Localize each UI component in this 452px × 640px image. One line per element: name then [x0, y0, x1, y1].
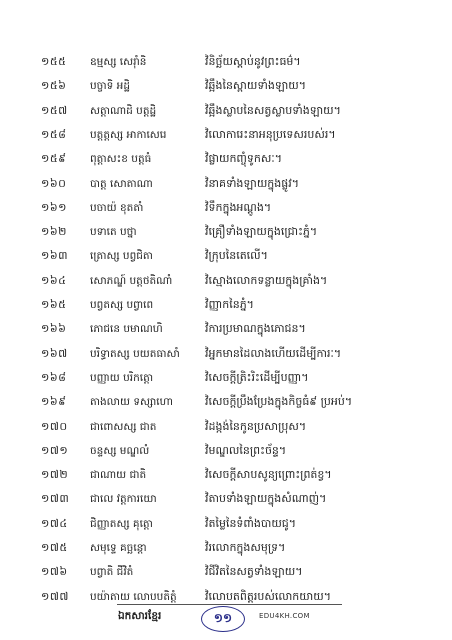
page-number: ១១ [213, 611, 233, 625]
entry-number: ១៦៨ [41, 370, 67, 384]
entry-khmer: វិការប្រមាណក្នុងភោជន។ [205, 322, 306, 336]
entry-pali: ជិញ្ញាតស្ស គុត្តោ [90, 517, 153, 530]
entry-number: ១៦២ [41, 225, 67, 239]
entry-number: ១៥៨ [41, 127, 67, 141]
entry-row [0, 101, 452, 121]
entry-number: ១៧៧ [41, 589, 69, 603]
entry-row [0, 125, 452, 145]
entry-row [0, 295, 452, 315]
entry-pali: ចន្ទស្ស មណ្ឌលំ [90, 444, 150, 457]
entry-pali: បចាយ៉ ខុតតាំ [90, 201, 144, 214]
footer-title: ឯកសារខ្មែរ [118, 610, 162, 622]
entry-pali: បរិទ្ធាតស្ស បយតធាសាំ [90, 347, 180, 360]
entry-khmer: វិនិច្ឆ័យស្ដាប់នូវព្រះធម៌។ [205, 55, 301, 68]
entry-khmer: វិនាគទាំងឡាយក្នុងផ្លូវ។ [205, 176, 299, 190]
entry-row [0, 489, 452, 509]
entry-row [0, 271, 452, 291]
entry-number: ១៦៧ [41, 346, 68, 360]
entry-row [0, 319, 452, 339]
entry-number: ១៧៤ [41, 516, 68, 530]
entry-pali: បព្វាតិ ជីវិតំ [90, 566, 134, 579]
entry-pali: តាងលាយ ទស្សាហោ [90, 396, 173, 409]
entry-row [0, 222, 452, 242]
site-url: EDU4KH.COM [259, 612, 310, 620]
entry-row [0, 538, 452, 558]
entry-row [0, 174, 452, 194]
entry-pali: ជាលេ វត្តការយោ [90, 493, 157, 506]
entry-number: ១៦៥ [41, 298, 67, 311]
entry-pali: សមុទ្ទេ គច្ឆន្តោ [90, 542, 147, 554]
entry-khmer: វិលោបតពិត្ដរបស់លោកយាយ។ [205, 589, 331, 603]
entry-khmer: វិសេចក្ដីសាបសូន្យព្រោះព្រត់ខ្វ។ [205, 468, 332, 482]
entry-pali: បទាតេ បថ្នា [90, 226, 137, 239]
entry-row [0, 149, 452, 169]
entry-number: ១៧៣ [41, 492, 70, 506]
entry-number: ១៦៦ [41, 322, 67, 336]
entry-pali: បច្ចាទិ អដ្ឋិ [90, 80, 130, 93]
entry-row [0, 368, 452, 388]
entry-khmer: វិតាបទាំងឡាយក្នុងសំណាញ់។ [205, 492, 327, 506]
entry-row [0, 198, 452, 218]
entry-number: ១៧២ [41, 468, 69, 482]
entry-khmer: វិរលេាកក្នុងសមុទ្រ។ [205, 541, 286, 554]
entry-number: ១៦៣ [41, 249, 69, 263]
entry-khmer: វិលោការេះនាអនុប្រទេសរបស់រ។ [205, 127, 336, 141]
entry-pali: បព្វតស្ស បព្វាពេ [90, 299, 154, 311]
entry-pali: ពុត្តាសះខ បត្តធំ [90, 153, 152, 166]
entry-row [0, 246, 452, 266]
entry-khmer: វិឆ្អឹងស្លាបនៃសត្វស្លាបទាំងឡាយ។ [205, 103, 341, 117]
entry-pali: បយ៉ាតាយ លោបបតិត្តំ [90, 590, 177, 603]
entry-number: ១៧១ [41, 443, 69, 457]
entry-pali: សោភណ្ឌ៍ បត្តថតិណាំ [90, 274, 173, 287]
entry-row [0, 392, 452, 412]
page-number-oval [201, 606, 245, 632]
footer-divider [117, 604, 342, 605]
entry-pali: សត្តាណាដិ បត្តដ្ឋិ [90, 104, 157, 117]
entry-khmer: វិគ្រឿទាំងឡាយក្នុងជ្រោះភ្នំ។ [205, 225, 318, 239]
entry-pali: បាត្ត សោតាណា [90, 177, 153, 190]
entry-khmer: វិតម្លៃនៃទំពាំងបាយជូ។ [205, 516, 297, 530]
entry-khmer: វិញ្ញាកនៃភ្នំ។ [205, 298, 254, 311]
entry-pali: ជាណាយ ជាតិ [90, 469, 147, 482]
entry-pali: ជាពោសស្ស ជាត [90, 420, 157, 433]
entry-khmer: វិទឹកក្នុងអណ្ដូង។ [205, 200, 272, 214]
entry-number: ១៧៥ [41, 541, 68, 554]
entry-number: ១៥៦ [41, 79, 67, 93]
entry-row [0, 52, 452, 72]
entry-pali: ត្រោស្ស បព្វជិតា [90, 250, 153, 263]
entry-number: ១៦០ [41, 176, 67, 190]
entry-row [0, 344, 452, 364]
entry-khmer: វិជីវិតនៃសត្វទាំងឡាយ។ [205, 565, 303, 579]
entry-number: ១៧៦ [41, 565, 68, 579]
entry-number: ១៥៥ [41, 55, 67, 68]
entry-row [0, 465, 452, 485]
entry-khmer: វិសេចក្ដីត្រិះរិះដើម្បីបញ្ញា។ [205, 370, 309, 384]
entry-khmer: វិក្រុបនៃតេលើ។ [205, 249, 268, 263]
entry-pali: ភោជនេ បមាណហិ [90, 323, 163, 336]
entry-number: ១៥៧ [41, 103, 68, 117]
entry-number: ១៥៩ [41, 152, 67, 166]
entry-number: ១៦៩ [41, 395, 67, 409]
entry-khmer: វិអ្នកមានដៃលាងហើយដើម្បីការៈ។ [205, 346, 342, 360]
entry-pali: បញ្ញាយ បរិកត្តោ [90, 371, 154, 384]
entry-row [0, 417, 452, 437]
entry-row [0, 76, 452, 96]
entry-khmer: វិសេចក្ដីប្រឹងប្រែងក្នុងកិច្ចធំ៩ ប្រអប់។ [205, 395, 353, 409]
entry-row [0, 441, 452, 461]
entry-pali: បត្តត្តស្ស អាកាសេរេ [90, 128, 167, 141]
entry-pali: ឧម្មស្ស សេរ៉ាំនិ [90, 56, 147, 68]
entry-number: ១៦៤ [41, 273, 67, 287]
entry-khmer: វិដង្កង់នៃកូនប្រសាប្រុស។ [205, 419, 307, 433]
entry-khmer: វិផ្លាយកញ្ចុំទូកសៈ។ [205, 152, 282, 166]
entry-row [0, 562, 452, 582]
entry-number: ១៧០ [41, 419, 68, 433]
page-footer [0, 598, 452, 638]
entry-number: ១៦១ [41, 200, 67, 214]
entry-khmer: វិឆ្អឹងនៃស្ពាយទាំងឡាយ។ [205, 79, 306, 93]
entry-khmer: វិស្មោងលោកទន្លាយក្នុងគ្រាំង។ [205, 273, 328, 287]
entry-row [0, 514, 452, 534]
entry-khmer: វិមណ្ឌលនៃព្រះច័ន្ទ។ [205, 443, 287, 457]
